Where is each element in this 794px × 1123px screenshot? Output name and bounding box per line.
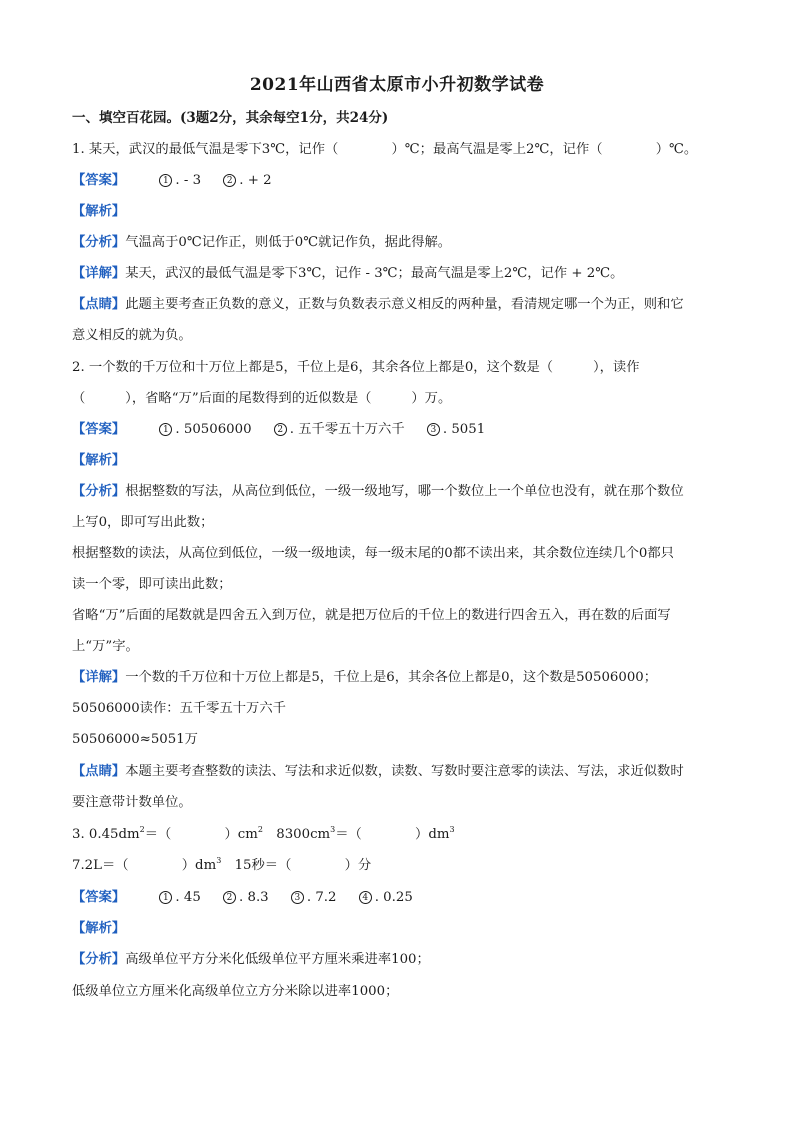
superscript: 3 xyxy=(449,825,455,834)
circled-number-icon: 2 xyxy=(223,174,236,187)
superscript: 2 xyxy=(139,825,145,834)
answer-item xyxy=(159,173,201,189)
answer-text: . 5051 xyxy=(442,422,486,437)
fenxi-label: 【分析】 xyxy=(72,235,126,250)
fenxi-text: 根据整数的写法，从高位到低位，一级一级地写，哪一个数位上一个单位也没有，就在那个数位 xyxy=(125,484,684,499)
answer-list xyxy=(159,173,289,189)
dianjing-continuation: 意义相反的就为负。 xyxy=(72,328,192,343)
answer-list xyxy=(159,422,503,438)
answer-text: . 0.25 xyxy=(374,890,413,905)
fenxi-continuation: 低级单位立方厘米化高级单位立方分米除以进率1000； xyxy=(72,984,399,999)
dianjing-row xyxy=(72,297,732,313)
circled-number-icon: 3 xyxy=(291,891,304,904)
circled-number-icon: 1 xyxy=(159,174,172,187)
fenxi-row xyxy=(72,235,732,251)
answer-text: . 五千零五十万六千 xyxy=(289,422,405,437)
q3-text: ＝（ ）cm xyxy=(144,827,258,842)
xiangjie-continuation: 50506000≈5051万 xyxy=(72,732,198,747)
answer-item xyxy=(274,422,405,438)
question-3-continuation xyxy=(72,858,732,874)
q3-text: 3. 0.45dm xyxy=(72,827,140,842)
dianjing-label: 【点睛】 xyxy=(72,764,126,779)
question-1: 1. 某天，武汉的最低气温是零下3℃，记作（ ）℃；最高气温是零上2℃，记作（ ）℃。 xyxy=(72,142,698,157)
page-title: 2021年山西省太原市小升初数学试卷 xyxy=(249,75,545,95)
xiangjie-text: 某天，武汉的最低气温是零下3℃，记作 - 3℃；最高气温是零上2℃，记作 + 2℃。 xyxy=(125,266,624,281)
answer-row-3 xyxy=(72,890,732,906)
answer-text: . 45 xyxy=(175,890,201,905)
dianjing-label: 【点睛】 xyxy=(72,297,126,312)
fenxi-label: 【分析】 xyxy=(72,484,126,499)
analysis-label: 【解析】 xyxy=(72,204,126,219)
dianjing-text: 此题主要考查正负数的意义，正数与负数表示意义相反的两种量，看清规定哪一个为正，则和它 xyxy=(125,297,684,312)
xiangjie-text: 一个数的千万位和十万位上都是5，千位上是6，其余各位上都是0，这个数是50506000； xyxy=(125,670,658,685)
answer-text: . 8.3 xyxy=(239,890,269,905)
analysis-tag xyxy=(72,921,732,937)
circled-number-icon: 2 xyxy=(274,423,287,436)
xiangjie-label: 【详解】 xyxy=(72,266,126,281)
superscript: 3 xyxy=(216,856,222,865)
answer-tag: 【答案】 xyxy=(72,422,126,437)
answer-item xyxy=(223,890,269,906)
circled-number-icon: 1 xyxy=(159,891,172,904)
fenxi-continuation: 省略“万”后面的尾数就是四舍五入到万位，就是把万位后的千位上的数进行四舍五入，再在数的后面写 xyxy=(72,608,671,623)
superscript: 3 xyxy=(330,825,336,834)
section-heading: 一、填空百花园。(3题2分，其余每空1分，共24分) xyxy=(72,110,389,126)
fenxi-continuation: 根据整数的读法，从高位到低位，一级一级地读，每一级末尾的0都不读出来，其余数位连续几个0都只 xyxy=(72,546,674,561)
answer-item xyxy=(359,890,413,906)
dianjing-row xyxy=(72,764,732,780)
xiangjie-label: 【详解】 xyxy=(72,670,126,685)
fenxi-text: 高级单位平方分米化低级单位平方厘米乘进率100； xyxy=(125,952,430,967)
circled-number-icon: 1 xyxy=(159,423,172,436)
fenxi-row xyxy=(72,952,732,968)
analysis-label: 【解析】 xyxy=(72,453,126,468)
circled-number-icon: 2 xyxy=(223,891,236,904)
fenxi-continuation: 上写0，即可写出此数； xyxy=(72,515,214,530)
question-3 xyxy=(72,827,732,843)
dianjing-continuation: 要注意带计数单位。 xyxy=(72,795,192,810)
analysis-label: 【解析】 xyxy=(72,921,126,936)
superscript: 2 xyxy=(257,825,263,834)
answer-text: . + 2 xyxy=(239,173,272,188)
answer-item xyxy=(223,173,271,189)
xiangjie-row xyxy=(72,670,732,686)
q3-text: 7.2L＝（ ）dm xyxy=(72,858,217,873)
answer-item xyxy=(159,422,251,438)
answer-text: . 50506000 xyxy=(175,422,252,437)
q3-text: ＝（ ）dm xyxy=(335,827,450,842)
fenxi-continuation: 读一个零，即可读出此数； xyxy=(72,577,232,592)
fenxi-label: 【分析】 xyxy=(72,952,126,967)
answer-text: . - 3 xyxy=(175,173,202,188)
analysis-tag xyxy=(72,453,732,469)
answer-tag: 【答案】 xyxy=(72,890,126,905)
answer-item xyxy=(427,422,485,438)
fenxi-text: 气温高于0℃记作正，则低于0℃就记作负，据此得解。 xyxy=(125,235,452,250)
xiangjie-continuation: 50506000读作：五千零五十万六千 xyxy=(72,701,286,716)
circled-number-icon: 4 xyxy=(359,891,372,904)
answer-text: . 7.2 xyxy=(306,890,337,905)
q3-text: 8300cm xyxy=(262,827,331,842)
answer-row-1 xyxy=(72,173,732,189)
analysis-tag xyxy=(72,204,732,220)
xiangjie-row xyxy=(72,266,732,282)
dianjing-text: 本题主要考查整数的读法、写法和求近似数，读数、写数时要注意零的读法、写法，求近似数时 xyxy=(125,764,684,779)
question-2-continuation: （ ），省略“万”后面的尾数得到的近似数是（ ）万。 xyxy=(72,391,452,406)
answer-item xyxy=(159,890,200,906)
answer-row-2 xyxy=(72,422,732,438)
question-2: 2. 一个数的千万位和十万位上都是5，千位上是6，其余各位上都是0，这个数是（ ），读作 xyxy=(72,360,640,375)
fenxi-continuation: 上“万”字。 xyxy=(72,639,139,654)
q3-text: 15秒＝（ ）分 xyxy=(221,858,372,873)
fenxi-row xyxy=(72,484,732,500)
answer-list xyxy=(159,890,430,906)
answer-item xyxy=(291,890,337,906)
answer-tag: 【答案】 xyxy=(72,173,126,188)
circled-number-icon: 3 xyxy=(427,423,440,436)
